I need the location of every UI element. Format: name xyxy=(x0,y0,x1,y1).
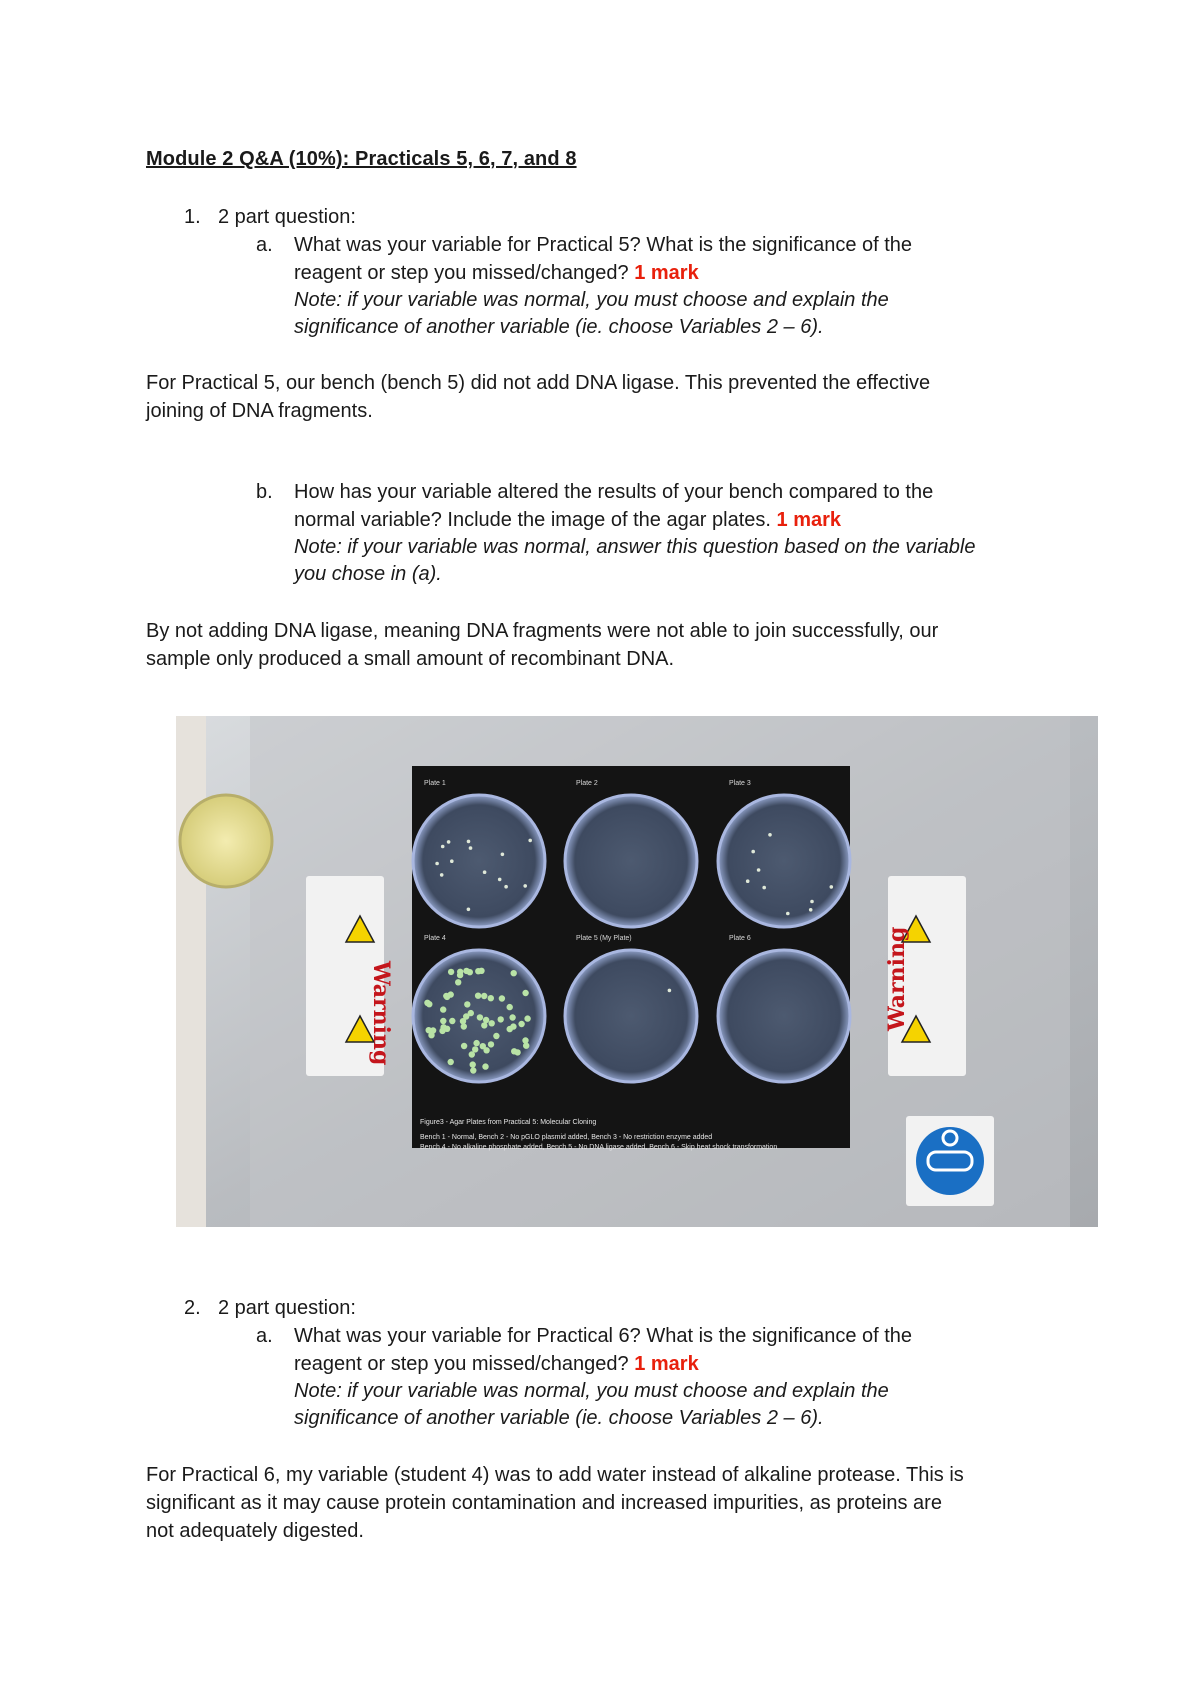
question-1b-line2: normal variable? Include the image of the agar plates. xyxy=(294,509,777,531)
bacterial-colony xyxy=(441,845,445,849)
bacterial-colony xyxy=(440,1018,446,1024)
bacterial-colony xyxy=(480,1043,486,1049)
bacterial-colony xyxy=(746,879,750,883)
bacterial-colony xyxy=(444,1026,450,1032)
question-1b-mark: 1 mark xyxy=(776,509,842,531)
answer-2a-line1: For Practical 6, my variable (student 4) was to add water instead of alkaline protease. This is xyxy=(146,1464,964,1486)
answer-2a-line3: not adequately digested. xyxy=(146,1520,364,1542)
bacterial-colony xyxy=(524,1015,530,1021)
bacterial-colony xyxy=(467,840,471,844)
bacterial-colony xyxy=(514,1049,520,1055)
bacterial-colony xyxy=(511,970,517,976)
question-1-number: 1. xyxy=(184,206,201,228)
answer-2a-line2: significant as it may cause protein contamination and increased impurities, as proteins are xyxy=(146,1492,942,1514)
answer-1b-line2: sample only produced a small amount of recombinant DNA. xyxy=(146,648,675,670)
plate-label: Plate 4 xyxy=(424,935,446,942)
agar-plate xyxy=(718,795,850,927)
bacterial-colony xyxy=(751,850,755,854)
question-2a-note2: significance of another variable (ie. choose Variables 2 – 6). xyxy=(294,1407,824,1429)
caption-line-1: Bench 1 - Normal, Bench 2 - No pGLO plasmid added, Bench 3 - No restriction enzyme added xyxy=(420,1134,713,1141)
bacterial-colony xyxy=(430,1027,436,1033)
bacterial-colony xyxy=(522,990,528,996)
bacterial-colony xyxy=(509,1014,515,1020)
agar-plate xyxy=(718,950,850,1082)
plate-label: Plate 1 xyxy=(424,780,446,787)
bacterial-colony xyxy=(507,1026,513,1032)
page-title: Module 2 Q&A (10%): Practicals 5, 6, 7, and 8 xyxy=(146,148,577,170)
bacterial-colony xyxy=(440,873,444,877)
goggles-icon xyxy=(916,1127,984,1195)
bacterial-colony xyxy=(469,846,473,850)
question-2a-letter: a. xyxy=(256,1325,273,1347)
bacterial-colony xyxy=(668,989,672,993)
question-1b xyxy=(256,478,1076,590)
agar-plates-photo xyxy=(176,716,1098,1227)
question-1a-line2: reagent or step you missed/changed? xyxy=(294,262,635,284)
question-1a-note2: significance of another variable (ie. choose Variables 2 – 6). xyxy=(294,316,824,338)
bacterial-colony xyxy=(482,1063,488,1069)
bacterial-colony xyxy=(470,1061,476,1067)
question-2a-line1: What was your variable for Practical 6? What is the significance of the xyxy=(294,1325,913,1347)
bacterial-colony xyxy=(440,1006,446,1012)
goggles-sign xyxy=(906,1116,994,1206)
bacterial-colony xyxy=(481,993,487,999)
question-1b-note1: Note: if your variable was normal, answer this question based on the variable xyxy=(294,536,976,558)
figure-caption: Figure3 - Agar Plates from Practical 5: Molecular Cloning xyxy=(420,1119,597,1126)
bacterial-colony xyxy=(455,979,461,985)
bacterial-colony xyxy=(467,908,471,912)
plate-label: Plate 5 (My Plate) xyxy=(576,935,632,942)
bacterial-colony xyxy=(493,1033,499,1039)
bacterial-colony xyxy=(435,862,439,866)
right-warning-label xyxy=(884,876,966,1076)
yellow-culture-dish xyxy=(180,795,272,887)
bacterial-colony xyxy=(457,969,463,975)
bacterial-colony xyxy=(518,1021,524,1027)
bacterial-colony xyxy=(483,870,487,874)
right-warning-text: Warning xyxy=(884,926,910,1031)
question-1b-note2: you chose in (a). xyxy=(294,563,442,585)
bacterial-colony xyxy=(424,1000,430,1006)
bacterial-colony xyxy=(483,1017,489,1023)
question-1a-note1: Note: if your variable was normal, you must choose and explain the xyxy=(294,289,889,311)
bacterial-colony xyxy=(499,995,505,1001)
bacterial-colony xyxy=(488,995,494,1001)
bacterial-colony xyxy=(470,1067,476,1073)
bacterial-colony xyxy=(762,886,766,890)
plate-label: Plate 3 xyxy=(729,780,751,787)
answer-1b xyxy=(146,617,1066,673)
question-2a-line2: reagent or step you missed/changed? xyxy=(294,1353,635,1375)
bacterial-colony xyxy=(522,1037,528,1043)
bacterial-colony xyxy=(809,908,813,912)
answer-2a xyxy=(146,1461,1066,1545)
question-1b-line1: How has your variable altered the results of your bench compared to the xyxy=(294,481,934,503)
bacterial-colony xyxy=(443,993,449,999)
bacterial-colony xyxy=(768,833,772,837)
bacterial-colony xyxy=(472,1046,478,1052)
question-2-stem: 2 part question: xyxy=(218,1297,356,1319)
bacterial-colony xyxy=(830,885,834,889)
left-warning-label xyxy=(306,876,394,1076)
bacterial-colony xyxy=(450,859,454,863)
question-1a xyxy=(256,231,1076,343)
plate-label: Plate 2 xyxy=(576,780,598,787)
question-2a xyxy=(256,1322,1076,1434)
bacterial-colony xyxy=(504,885,508,889)
bacterial-colony xyxy=(489,1020,495,1026)
question-2-number: 2. xyxy=(184,1297,201,1319)
bacterial-colony xyxy=(447,840,451,844)
caption-line-2: Bench 4 - No alkaline phosphate added, Bench 5 - No DNA ligase added, Bench 6 - Skip heat shock transformation xyxy=(420,1144,778,1151)
answer-1a-line2: joining of DNA fragments. xyxy=(146,400,373,422)
bacterial-colony xyxy=(461,1023,467,1029)
plate-label: Plate 6 xyxy=(729,935,751,942)
bacterial-colony xyxy=(473,1040,479,1046)
bacterial-colony xyxy=(464,1001,470,1007)
answer-1a-line1: For Practical 5, our bench (bench 5) did not add DNA ligase. This prevented the effective xyxy=(146,372,931,394)
question-1a-letter: a. xyxy=(256,234,273,256)
bacterial-colony xyxy=(475,968,481,974)
question-1b-letter: b. xyxy=(256,481,273,503)
bacterial-colony xyxy=(449,1018,455,1024)
photo-left-wall xyxy=(176,716,206,1227)
bacterial-colony xyxy=(498,1016,504,1022)
question-1a-mark: 1 mark xyxy=(634,262,699,284)
question-1-stem: 2 part question: xyxy=(218,206,356,228)
question-1a-line1: What was your variable for Practical 5? What is the significance of the xyxy=(294,234,913,256)
question-2a-note1: Note: if your variable was normal, you must choose and explain the xyxy=(294,1380,889,1402)
bacterial-colony xyxy=(507,1004,513,1010)
answer-1b-line1: By not adding DNA ligase, meaning DNA fragments were not able to join successfully, our xyxy=(146,620,939,642)
bacterial-colony xyxy=(461,1043,467,1049)
question-2a-mark: 1 mark xyxy=(634,1353,699,1375)
bacterial-colony xyxy=(810,900,814,904)
answer-1a xyxy=(146,369,1066,425)
agar-plate xyxy=(565,950,697,1082)
bacterial-colony xyxy=(488,1041,494,1047)
agar-plate xyxy=(413,795,545,927)
bacterial-colony xyxy=(501,853,505,857)
bacterial-colony xyxy=(523,884,527,888)
bacterial-colony xyxy=(463,1013,469,1019)
bacterial-colony xyxy=(528,839,532,843)
bacterial-colony xyxy=(786,912,790,916)
bacterial-colony xyxy=(498,878,502,882)
agar-plates-svg xyxy=(176,716,1098,1227)
bacterial-colony xyxy=(477,1014,483,1020)
bacterial-colony xyxy=(448,969,454,975)
bacterial-colony xyxy=(757,868,761,872)
bacterial-colony xyxy=(475,993,481,999)
agar-plate xyxy=(565,795,697,927)
left-warning-text: Warning xyxy=(368,961,394,1066)
bacterial-colony xyxy=(448,1059,454,1065)
bacterial-colony xyxy=(467,969,473,975)
